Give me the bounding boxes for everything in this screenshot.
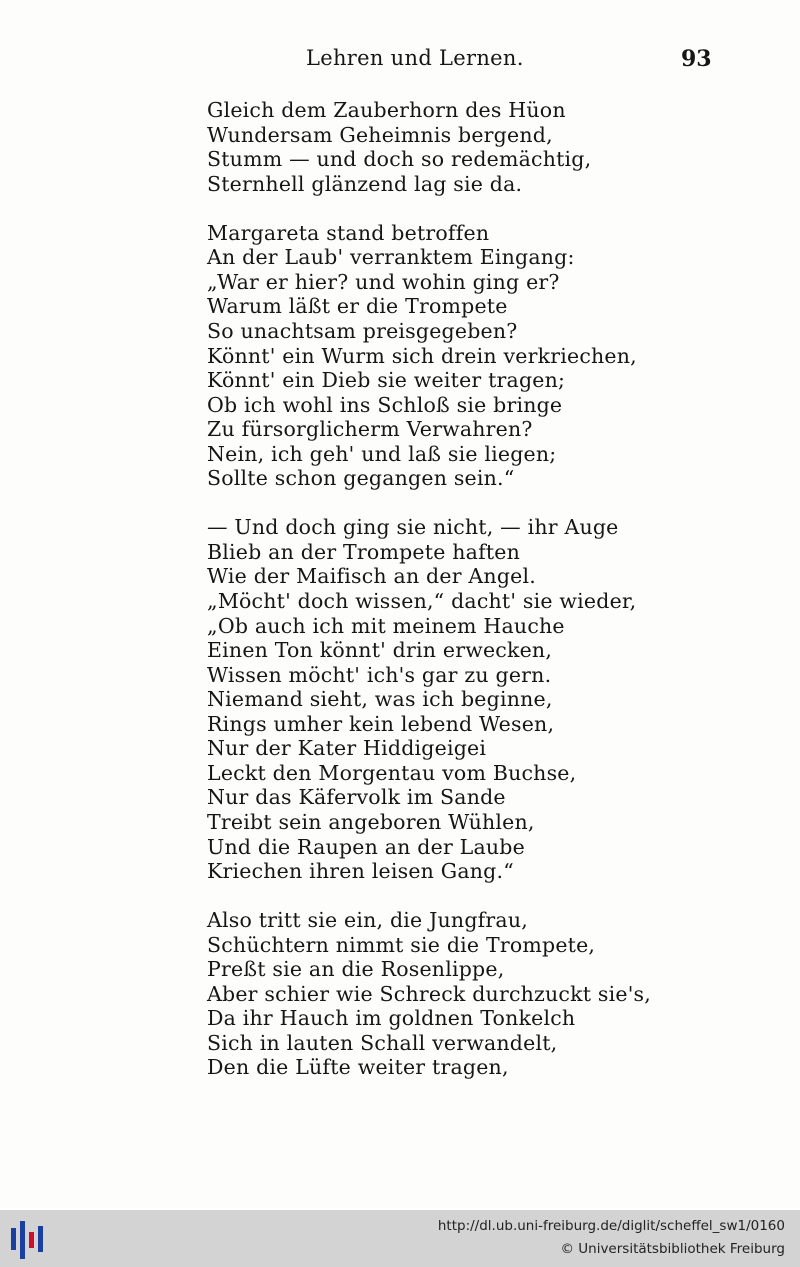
verse-line: Also tritt sie ein, die Jungfrau, — [207, 908, 528, 933]
verse-line: Preßt sie an die Rosenlippe, — [207, 957, 505, 982]
verse-line: Könnt' ein Dieb sie weiter tragen; — [207, 368, 566, 393]
stanza — [207, 515, 767, 883]
verse-line: Da ihr Hauch im goldnen Tonkelch — [207, 1006, 576, 1031]
verse-line: Ob ich wohl ins Schloß sie bringe — [207, 392, 563, 417]
viewer-footer — [0, 1210, 800, 1267]
verse-line: Nein, ich geh' und laß sie liegen; — [207, 441, 557, 466]
verse-line: „Ob auch ich mit meinem Hauche — [207, 613, 565, 638]
stanza-gap — [207, 491, 767, 516]
verse-line: „War er hier? und wohin ging er? — [207, 269, 560, 294]
verse-line: Aber schier wie Schreck durchzuckt sie's, — [207, 981, 651, 1006]
permalink-link[interactable]: http://dl.ub.uni-freiburg.de/diglit/scheffel_sw1/0160 — [437, 1218, 785, 1234]
verse-line: An der Laub' verranktem Eingang: — [207, 245, 575, 270]
page-number: 93 — [681, 46, 712, 72]
stanza — [207, 221, 767, 491]
verse-line: Stumm — und doch so redemächtig, — [207, 147, 592, 172]
stanza-gap — [207, 884, 767, 909]
verse-line: Blieb an der Trompete haften — [207, 539, 521, 564]
running-title: Lehren und Lernen. — [306, 46, 524, 70]
verse-line: Sich in lauten Schall verwandelt, — [207, 1030, 558, 1055]
verse-line: Leckt den Morgentau vom Buchse, — [207, 760, 577, 785]
verse-line: Einen Ton könnt' drin erwecken, — [207, 638, 553, 663]
verse-line: „Möcht' doch wissen,“ dacht' sie wieder, — [207, 589, 637, 614]
copyright-notice: © Universitätsbibliothek Freiburg — [560, 1241, 785, 1257]
stanza — [207, 98, 767, 196]
verse-line: Und die Raupen an der Laube — [207, 834, 525, 859]
stanza-gap — [207, 196, 767, 221]
verse-line: Treibt sein angeboren Wühlen, — [207, 809, 535, 834]
verse-line: Schüchtern nimmt sie die Trompete, — [207, 932, 596, 957]
verse-line: Wundersam Geheimnis bergend, — [207, 122, 553, 147]
verse-line: Warum läßt er die Trompete — [207, 294, 508, 319]
verse-line: Gleich dem Zauberhorn des Hüon — [207, 98, 566, 122]
verse-line: Margareta stand betroffen — [207, 220, 490, 245]
verse-line: Den die Lüfte weiter tragen, — [207, 1055, 509, 1080]
verse-line: Rings umher kein lebend Wesen, — [207, 711, 555, 736]
verse-line: — Und doch ging sie nicht, — ihr Auge — [207, 515, 619, 540]
poem-text — [207, 98, 767, 1080]
verse-line: Könnt' ein Wurm sich drein verkriechen, — [207, 343, 637, 368]
verse-line: Nur das Käfervolk im Sande — [207, 785, 506, 810]
verse-line: Sollte schon gegangen sein.“ — [207, 466, 515, 491]
verse-line: Zu fürsorglicherm Verwahren? — [207, 417, 533, 442]
verse-line: Niemand sieht, was ich beginne, — [207, 687, 553, 712]
verse-line: Wie der Maifisch an der Angel. — [207, 564, 536, 589]
running-head — [0, 46, 800, 80]
verse-line: Wissen möcht' ich's gar zu gern. — [207, 662, 552, 687]
verse-line: Nur der Kater Hiddigeigei — [207, 736, 487, 761]
verse-line: So unachtsam preisgegeben? — [207, 318, 518, 343]
verse-line: Kriechen ihren leisen Gang.“ — [207, 859, 514, 884]
ub-freiburg-logo-icon[interactable] — [8, 1218, 50, 1262]
stanza — [207, 908, 767, 1080]
verse-line: Sternhell glänzend lag sie da. — [207, 171, 523, 196]
